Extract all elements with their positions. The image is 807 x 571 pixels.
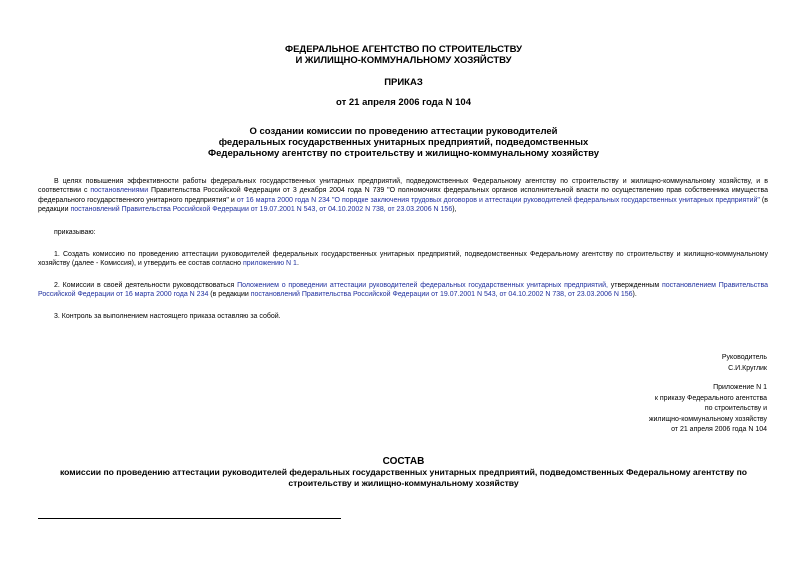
preamble-text-2: Правительства Российской Федерации от 3 декабря 2004 года N 739 "О полномочиях федеральных органов исполнительной власти по осуществлению прав собственника имущества федерального государственного унитарного предприятия" — [38, 187, 768, 204]
item-2-text-2: утвержденным — [607, 282, 662, 289]
preamble-text-5: ), — [452, 206, 457, 214]
preamble-text-4: (в редакции — [38, 196, 768, 214]
appendix-line5: от 21 апреля 2006 года N 104 — [671, 426, 767, 433]
item-1-text: 1. Создать комиссию по проведению аттестации руководителей федеральных государственных унитарных предприятий, подведомственных Федеральному агентству по строительству и жилищно-коммунальному хозяйству (далее - Комиссия), и утвердить ее состав согласно — [38, 251, 768, 268]
appendix-reference — [649, 383, 767, 436]
item-2-text-3: (в редакции — [208, 291, 251, 299]
preamble-text-1: В целях повышения эффективности работы федеральных государственных унитарных предприятий, подведомственных Федеральному агентству по строительству и жилищно-коммунальному хозяйству, и в соответствии с — [38, 178, 768, 195]
appendix-line1: Приложение N 1 — [713, 384, 767, 391]
doc-type: ПРИКАЗ — [384, 77, 423, 88]
agency-name-line2: И ЖИЛИЩНО-КОММУНАЛЬНОМУ ХОЗЯЙСТВУ — [295, 55, 512, 66]
link-amending-resolutions[interactable]: постановлений Правительства Российской Федерации от 19.07.2001 N 543, от 04.10.2002 N 738, от 23.03.2006 N 156 — [70, 206, 453, 214]
composition-title: СОСТАВ — [382, 456, 425, 467]
doc-date: от 21 апреля 2006 года N 104 — [336, 97, 471, 108]
item-1 — [38, 250, 768, 269]
link-resolution-234-item2[interactable]: постановлением Правительства Российской Федерации от 16 марта 2000 года N 234 — [38, 282, 768, 299]
link-resolutions[interactable]: постановлениями — [90, 187, 149, 195]
preamble-text-3: и — [228, 196, 237, 204]
signature-block — [722, 353, 767, 374]
item-3: 3. Контроль за выполнением настоящего приказа оставляю за собой. — [54, 313, 281, 320]
item-1-end: . — [296, 260, 299, 268]
item-2-text: 2. Комиссии в своей деятельности руководствоваться — [54, 282, 238, 289]
appendix-line3: по строительству и — [704, 405, 767, 412]
signature-name: С.И.Круглик — [728, 364, 767, 372]
appendix-line2: к приказу Федерального агентства — [654, 394, 767, 402]
link-regulation[interactable]: Положением о проведении аттестации руководителей федеральных государственных унитарных предприятий, — [237, 282, 608, 289]
composition-subtitle-line2: строительству и жилищно-коммунальному хозяйству — [288, 478, 519, 488]
link-amending-resolutions-item2[interactable]: постановлений Правительства Российской Федерации от 19.07.2001 N 543, от 04.10.2002 N 738, от 23.03.2006 N 156 — [250, 291, 633, 299]
link-appendix-1[interactable]: приложению N 1 — [242, 260, 297, 268]
item-2-end: ). — [632, 291, 637, 299]
agency-name-line1: ФЕДЕРАЛЬНОЕ АГЕНТСТВО ПО СТРОИТЕЛЬСТВУ — [284, 44, 523, 55]
order-word: приказываю: — [54, 229, 96, 236]
doc-title-line3: Федеральному агентству по строительству и жилищно-коммунальному хозяйству — [208, 148, 599, 159]
signature-position: Руководитель — [721, 354, 767, 361]
doc-title-line2: федеральных государственных унитарных предприятий, подведомственных — [218, 137, 589, 148]
appendix-line4: жилищно-коммунальному хозяйству — [648, 415, 767, 423]
footnote-divider — [38, 518, 341, 519]
preamble-paragraph — [38, 177, 768, 215]
doc-title-line1: О создании комиссии по проведению аттестации руководителей — [249, 126, 558, 137]
item-2 — [38, 281, 768, 300]
link-resolution-234[interactable]: от 16 марта 2000 года N 234 "О порядке заключения трудовых договоров и аттестации руководителей федеральных государственных унитарных предприятий" — [236, 196, 760, 204]
composition-subtitle-line1: комиссии по проведению аттестации руководителей федеральных государственных унитарных предприятий, подведомственных Федеральному агентству по — [59, 467, 748, 477]
